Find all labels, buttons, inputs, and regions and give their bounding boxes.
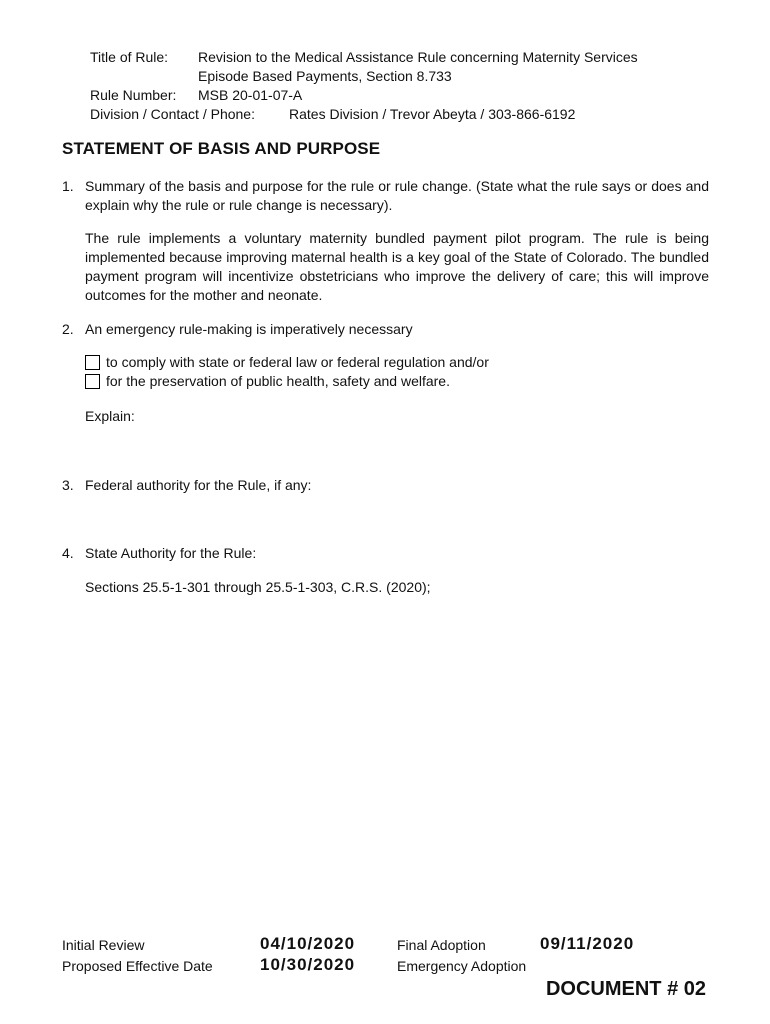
statement-heading: STATEMENT OF BASIS AND PURPOSE [62, 139, 381, 158]
initial-review-date: 04/10/2020 [260, 934, 356, 953]
contact-row [90, 105, 575, 124]
final-adoption-date: 09/11/2020 [540, 934, 635, 953]
contact-label: Division / Contact / Phone: [90, 106, 255, 122]
item1-number: 1. [62, 178, 74, 194]
law-checkbox[interactable] [85, 355, 100, 370]
item3-prompt: Federal authority for the Rule, if any: [85, 477, 312, 493]
health-option-label: for the preservation of public health, safety and welfare. [106, 373, 450, 389]
explain-label: Explain: [85, 408, 135, 424]
rule-number-row [90, 86, 302, 105]
proposed-effective-date: 10/30/2020 [260, 955, 356, 974]
item1-answer: The rule implements a voluntary maternity bundled payment pilot program. The rule is being implemented because improving maternal health is a key goal of the State of Colorado. The bundled payment program will incentivize obstetricians who improve the delivery of care; this will improve outcomes for the mother and neonate. [85, 230, 709, 303]
law-option-label: to comply with state or federal law or federal regulation and/or [106, 354, 489, 370]
proposed-effective-label: Proposed Effective Date [62, 958, 213, 974]
initial-review-label: Initial Review [62, 937, 145, 953]
rule-number-label: Rule Number: [90, 87, 177, 103]
health-checkbox[interactable] [85, 374, 100, 389]
item4-answer: Sections 25.5-1-301 through 25.5-1-303, C.R.S. (2020); [85, 579, 431, 595]
title-of-rule-value-line2: Episode Based Payments, Section 8.733 [198, 68, 452, 84]
document-number: DOCUMENT # 02 [545, 978, 706, 1000]
title-of-rule-label: Title of Rule: [90, 49, 169, 65]
contact-value: Rates Division / Trevor Abeyta / 303-866-6192 [289, 106, 576, 122]
item3-number: 3. [62, 477, 74, 493]
item4-number: 4. [62, 545, 74, 561]
title-of-rule-value: Revision to the Medical Assistance Rule concerning Maternity Services [198, 49, 638, 65]
item1-prompt: Summary of the basis and purpose for the rule or rule change. (State what the rule says or does and explain why the rule or rule change is necessary). [85, 178, 709, 213]
emergency-option-law[interactable] [85, 353, 489, 372]
final-adoption-label: Final Adoption [397, 937, 486, 953]
item2-number: 2. [62, 321, 74, 337]
item2-prompt: An emergency rule-making is imperatively necessary [85, 321, 413, 337]
title-of-rule-row [90, 48, 638, 67]
emergency-adoption-label: Emergency Adoption [397, 958, 527, 974]
emergency-option-health[interactable] [85, 372, 450, 391]
item4-prompt: State Authority for the Rule: [85, 545, 257, 561]
rule-number-value: MSB 20-01-07-A [198, 87, 303, 103]
